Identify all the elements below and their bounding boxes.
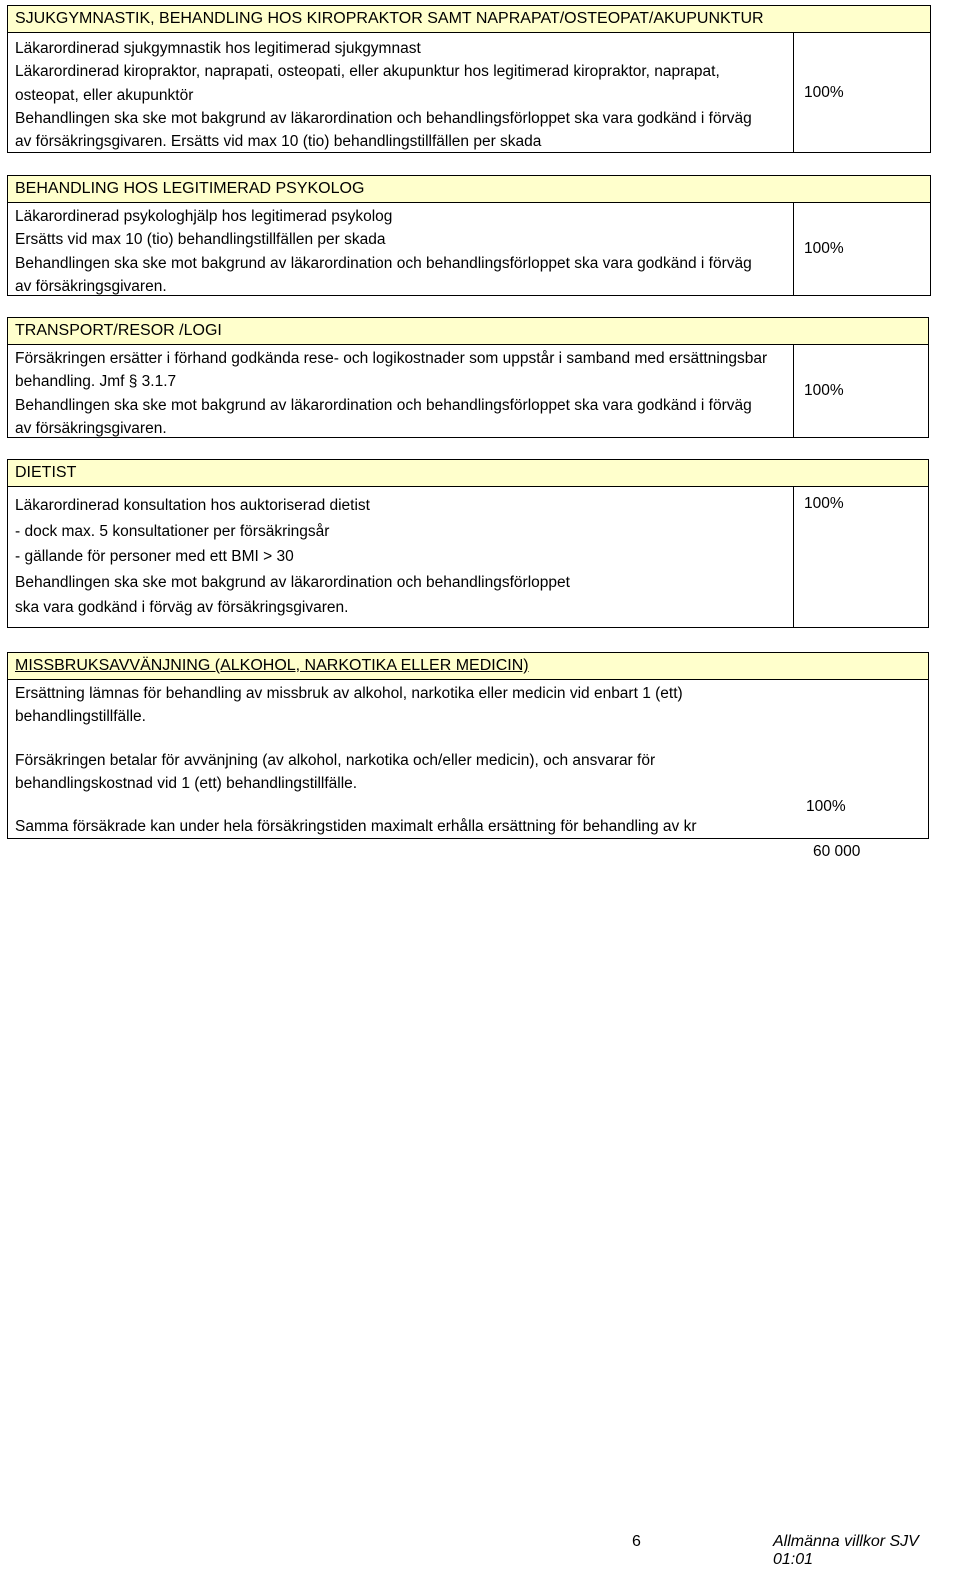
- coverage-value: 100%: [804, 83, 844, 101]
- text-line: Ersättning lämnas för behandling av missbruk av alkohol, narkotika eller medicin vid enbart 1 (ett): [15, 685, 683, 702]
- text-line: av försäkringsgivaren. Ersätts vid max 10 (tio) behandlingstillfällen per skada: [15, 133, 542, 151]
- section-text: [8, 680, 794, 838]
- section-body: [8, 487, 928, 627]
- section-body: [8, 33, 930, 152]
- text-line: Behandlingen ska ske mot bakgrund av läkarordination och behandlingsförloppet ska vara godkänd i förväg: [15, 109, 752, 127]
- text-line: av försäkringsgivaren.: [15, 419, 167, 437]
- text-line: Försäkringen ersätter i förhand godkända rese- och logikostnader som uppstår i samband med ersättningsbar: [15, 350, 768, 367]
- section-dietist: [7, 459, 929, 628]
- page-number: 6: [632, 1533, 641, 1550]
- text-line: - dock max. 5 konsultationer per försäkringsår: [15, 522, 330, 540]
- section-text: [8, 33, 794, 152]
- text-line: behandling. Jmf § 3.1.7: [15, 373, 177, 391]
- text-line: Läkarordinerad sjukgymnastik hos legitimerad sjukgymnast: [15, 40, 421, 57]
- section-heading-text: MISSBRUKSAVVÄNJNING (ALKOHOL, NARKOTIKA ELLER MEDICIN): [15, 657, 529, 674]
- section-heading: TRANSPORT/RESOR /LOGI: [8, 318, 928, 345]
- text-line: behandlingstillfälle.: [15, 708, 146, 726]
- section-psykolog: [7, 175, 931, 296]
- coverage-value: 100%: [804, 495, 844, 512]
- text-line: Behandlingen ska ske mot bakgrund av läkarordination och behandlingsförloppet ska vara godkänd i förväg: [15, 254, 752, 272]
- section-body: [8, 345, 928, 437]
- coverage-value: 100%: [806, 798, 846, 815]
- text-line: av försäkringsgivaren.: [15, 277, 167, 295]
- section-heading: [8, 653, 928, 680]
- spacer: [15, 795, 787, 815]
- document-title: Allmänna villkor SJV 01:01: [773, 1533, 919, 1568]
- section-text: [8, 345, 794, 437]
- text-line: Ersätts vid max 10 (tio) behandlingstillfällen per skada: [15, 231, 386, 249]
- section-text: [8, 487, 794, 627]
- section-text: [8, 203, 794, 295]
- coverage-value: 100%: [804, 382, 844, 399]
- section-heading: SJUKGYMNASTIK, BEHANDLING HOS KIROPRAKTOR SAMT NAPRAPAT/OSTEOPAT/AKUPUNKTUR: [8, 6, 930, 33]
- section-heading: DIETIST: [8, 460, 928, 487]
- text-line: Behandlingen ska ske mot bakgrund av läkarordination och behandlingsförloppet ska vara godkänd i förväg: [15, 396, 752, 414]
- text-line: osteopat, eller akupunktör: [15, 86, 194, 104]
- section-body: [8, 203, 930, 295]
- text-line: Läkarordinerad kiropraktor, naprapati, osteopati, eller akupunktur hos legitimerad kiropraktor, naprapat,: [15, 63, 720, 81]
- max-amount-value: 60 000: [813, 843, 861, 860]
- coverage-value: 100%: [804, 240, 844, 257]
- section-heading: BEHANDLING HOS LEGITIMERAD PSYKOLOG: [8, 176, 930, 203]
- text-line: ska vara godkänd i förväg av försäkringsgivaren.: [15, 599, 349, 616]
- text-line: behandlingskostnad vid 1 (ett) behandlingstillfälle.: [15, 774, 358, 792]
- text-line: Samma försäkrade kan under hela försäkringstiden maximalt erhålla ersättning för behandling av kr: [15, 818, 697, 836]
- text-line: - gällande för personer med ett BMI > 30: [15, 548, 294, 565]
- text-line: Behandlingen ska ske mot bakgrund av läkarordination och behandlingsförloppet: [15, 573, 570, 591]
- section-sjukgymnastik: [7, 5, 931, 153]
- section-transport: [7, 317, 929, 438]
- spacer: [15, 729, 787, 749]
- text-line: Försäkringen betalar för avvänjning (av alkohol, narkotika och/eller medicin), och ansvarar för: [15, 751, 656, 769]
- text-line: Läkarordinerad psykologhjälp hos legitimerad psykolog: [15, 208, 393, 225]
- coverage-values: [794, 680, 928, 860]
- text-line: Läkarordinerad konsultation hos auktoriserad dietist: [15, 497, 370, 514]
- section-body: [8, 680, 928, 860]
- section-missbruk: [7, 652, 929, 860]
